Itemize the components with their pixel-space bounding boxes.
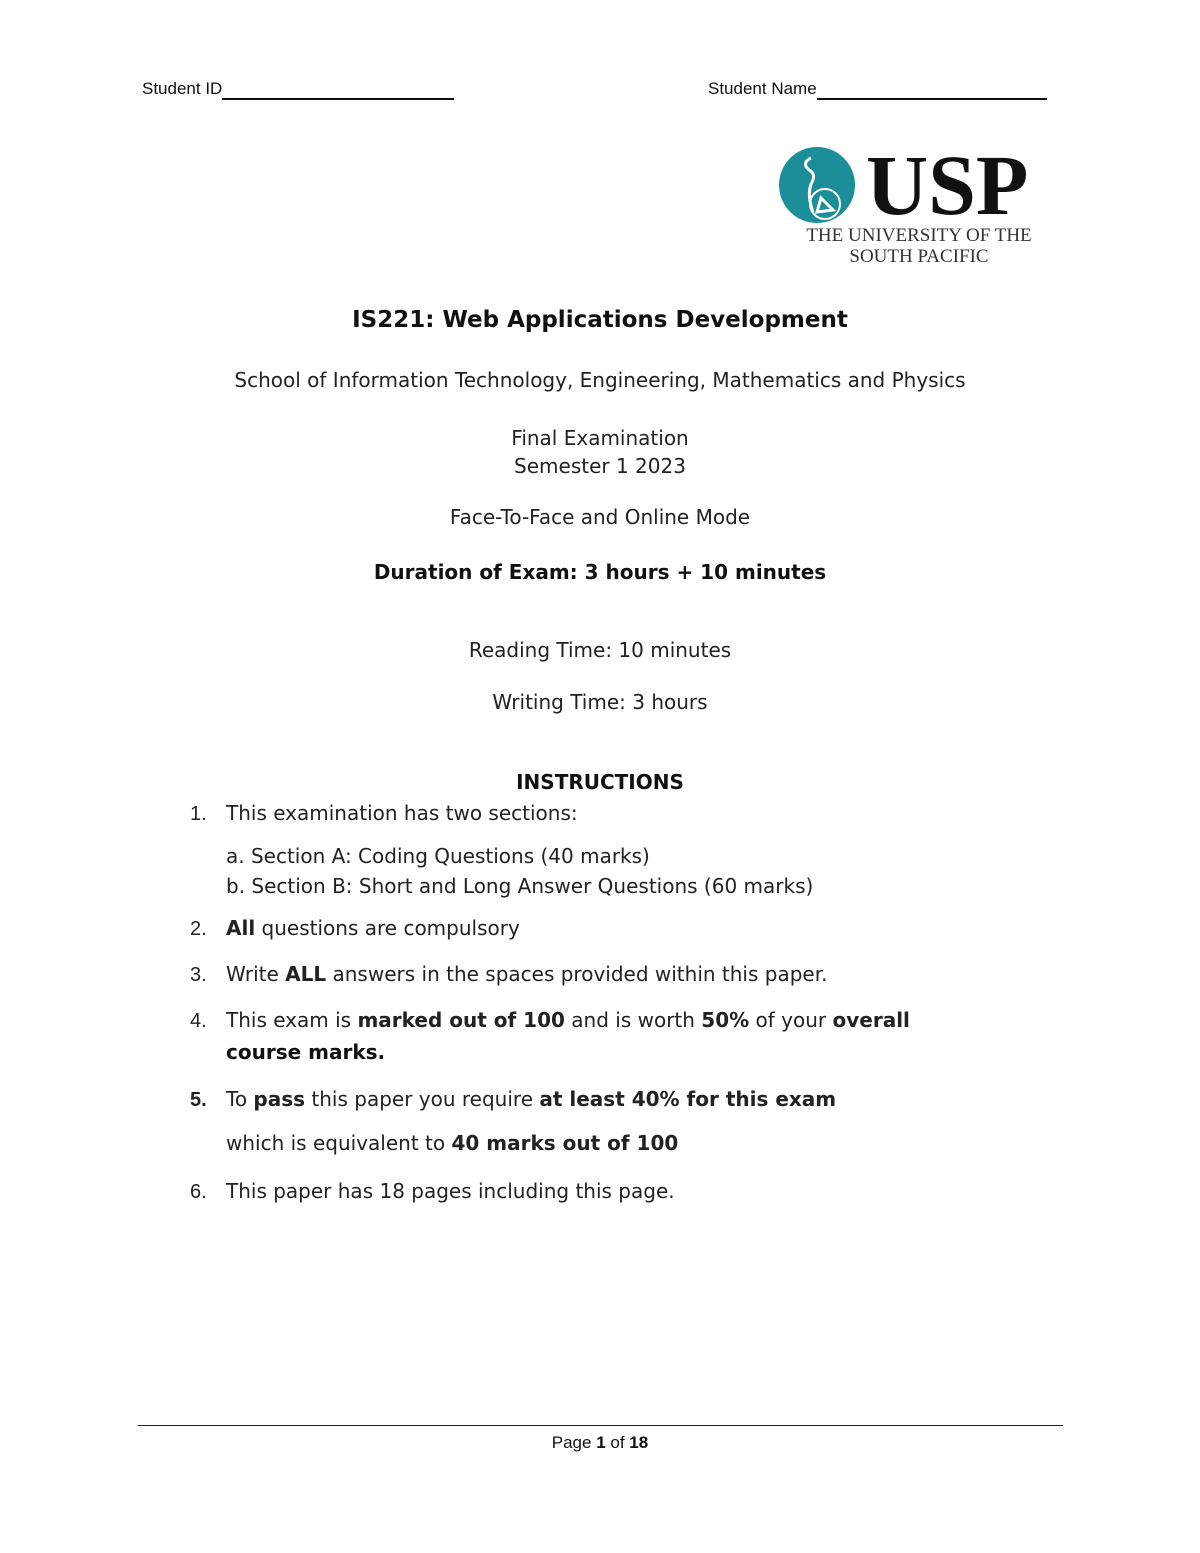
item-text-bold: 40 marks out of 100 [451,1131,679,1155]
item-text: and is worth [564,1008,702,1032]
item-number: 1. [190,803,207,825]
section-b: b. Section B: Short and Long Answer Questions (60 marks) [226,874,814,898]
exam-mode: Face-To-Face and Online Mode [449,505,751,529]
item-number: 3. [190,964,207,986]
page-label: Page [551,1433,597,1452]
item-text: This examination has two sections: [226,801,578,825]
footer-divider [138,1425,1063,1426]
item-text: This exam is [226,1008,358,1032]
item-text: Write [226,962,286,986]
student-id-blank [222,81,454,100]
logo-subtitle-line2: SOUTH PACIFIC [849,246,989,267]
exam-duration: Duration of Exam: 3 hours + 10 minutes [373,560,827,584]
instructions-list [190,800,1170,1205]
student-name-label: Student Name [708,79,817,98]
item-text-bold: marked out of 100 [357,1008,565,1032]
usp-logo [778,146,1060,270]
instruction-continuation [226,1130,1170,1156]
writing-time: Writing Time: 3 hours [492,690,708,714]
item-text: which is equivalent to [226,1131,452,1155]
item-number: 2. [190,918,207,940]
course-title: IS221: Web Applications Development [352,307,848,333]
item-number: 4. [190,1010,207,1032]
item-text-bold: course marks. [226,1040,386,1064]
logo-subtitle-line1: THE UNIVERSITY OF THE [806,225,1032,246]
instructions-heading: INSTRUCTIONS [516,770,684,794]
usp-emblem-icon [778,146,856,224]
item-text: To [226,1087,254,1111]
student-id-label: Student ID [142,79,223,98]
item-text-bold: All [226,916,256,940]
instruction-item [190,961,1170,988]
instruction-item [190,1086,1170,1113]
item-number: 6. [190,1181,207,1203]
item-text-bold: at least 40% for this exam [539,1087,837,1111]
instruction-item [190,800,1170,827]
item-text: This paper has 18 pages including this page. [226,1179,675,1203]
cover-body [0,300,1200,1205]
item-text-bold: overall [832,1008,910,1032]
total-pages: 18 [629,1433,649,1452]
school-name: School of Information Technology, Engineering, Mathematics and Physics [234,368,966,392]
student-name-field [708,78,1047,102]
item-text: this paper you require [305,1087,540,1111]
section-a: a. Section A: Coding Questions (40 marks) [226,844,650,868]
instruction-item [190,1178,1170,1205]
semester: Semester 1 2023 [514,454,686,478]
student-id-field [142,78,454,102]
item-text: answers in the spaces provided within this paper. [326,962,828,986]
item-text: of your [749,1008,833,1032]
exam-type: Final Examination [511,426,689,450]
current-page: 1 [596,1433,606,1452]
page-number [0,1432,1200,1454]
reading-time: Reading Time: 10 minutes [468,638,732,662]
item-text: questions are compulsory [255,916,520,940]
item-text-bold: pass [253,1087,306,1111]
page-of: of [605,1433,630,1452]
item-number: 5. [190,1089,207,1111]
student-name-blank [817,81,1047,100]
item-text-bold: ALL [285,962,327,986]
logo-text: USP [866,146,1029,224]
instruction-item [190,915,1170,942]
item-text-bold: 50% [701,1008,750,1032]
instruction-item [190,1007,1170,1034]
